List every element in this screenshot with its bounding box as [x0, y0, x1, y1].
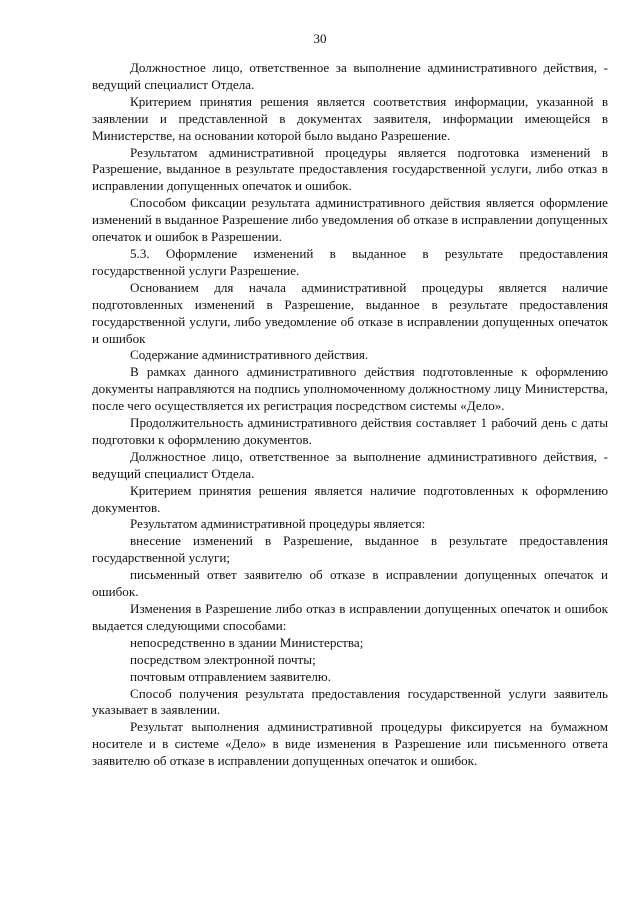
paragraph: Продолжительность административного действия составляет 1 рабочий день с даты подготовки к оформлению документов. [92, 415, 608, 447]
paragraph: В рамках данного административного действия подготовленные к оформлению документы направляются на подпись уполномоченному должностному лицу Министерства, после чего осуществляется их регистрация посредством системы «Дело». [92, 364, 608, 414]
paragraph: Критерием принятия решения является соответствия информации, указанной в заявлении и представленной в документах заявителя, информации имеющейся в Министерстве, на основании которой было выдано Разрешение. [92, 93, 608, 143]
paragraph: Результат выполнения административной процедуры фиксируется на бумажном носителе и в системе «Дело» в виде изменения в Разрешение или письменного ответа заявителю об отказе в исправлении допущенных опечаток и ошибок. [92, 719, 608, 769]
paragraph: Способом фиксации результата административного действия является оформление изменений в выданное Разрешение либо уведомления об отказе в исправлении допущенных опечаток и ошибок в Разрешении. [92, 195, 608, 245]
list-item: внесение изменений в Разрешение, выданное в результате предоставления государственной услуги; [92, 533, 608, 566]
list-item: почтовым отправлением заявителю. [130, 668, 331, 684]
paragraph: Способ получения результата предоставления государственной услуги заявитель указывает в заявлении. [92, 685, 608, 718]
paragraph: Основанием для начала административной процедуры является наличие подготовленных изменений в Разрешение, выданное в результате предоставления государственной услуги, либо уведомление об отказе в исправлении допущенных опечаток и ошибок [92, 279, 608, 346]
document-body [92, 60, 608, 770]
list-item: посредством электронной почты; [130, 651, 316, 667]
paragraph: Результатом административной процедуры является подготовка изменений в Разрешение, выданное в результате предоставления государственной услуги, либо отказ в исправлении допущенных опечаток и ошибок. [92, 144, 608, 194]
paragraph: Изменения в Разрешение либо отказ в исправлении допущенных опечаток и ошибок выдается следующими способами: [92, 601, 608, 633]
paragraph: Содержание административного действия. [130, 347, 369, 363]
paragraph: Должностное лицо, ответственное за выполнение административного действия, - ведущий специалист Отдела. [92, 448, 608, 481]
paragraph: Должностное лицо, ответственное за выполнение административного действия, - ведущий специалист Отдела. [92, 60, 608, 92]
section-heading: 5.3. Оформление изменений в выданное в результате предоставления государственной услуги Разрешение. [92, 245, 608, 278]
list-item: письменный ответ заявителю об отказе в исправлении допущенных опечаток и ошибок. [92, 567, 608, 600]
paragraph: Результатом административной процедуры является: [130, 516, 426, 532]
page-number: 30 [313, 31, 327, 46]
paragraph: Критерием принятия решения является наличие подготовленных к оформлению документов. [92, 482, 608, 515]
list-item: непосредственно в здании Министерства; [130, 634, 364, 650]
